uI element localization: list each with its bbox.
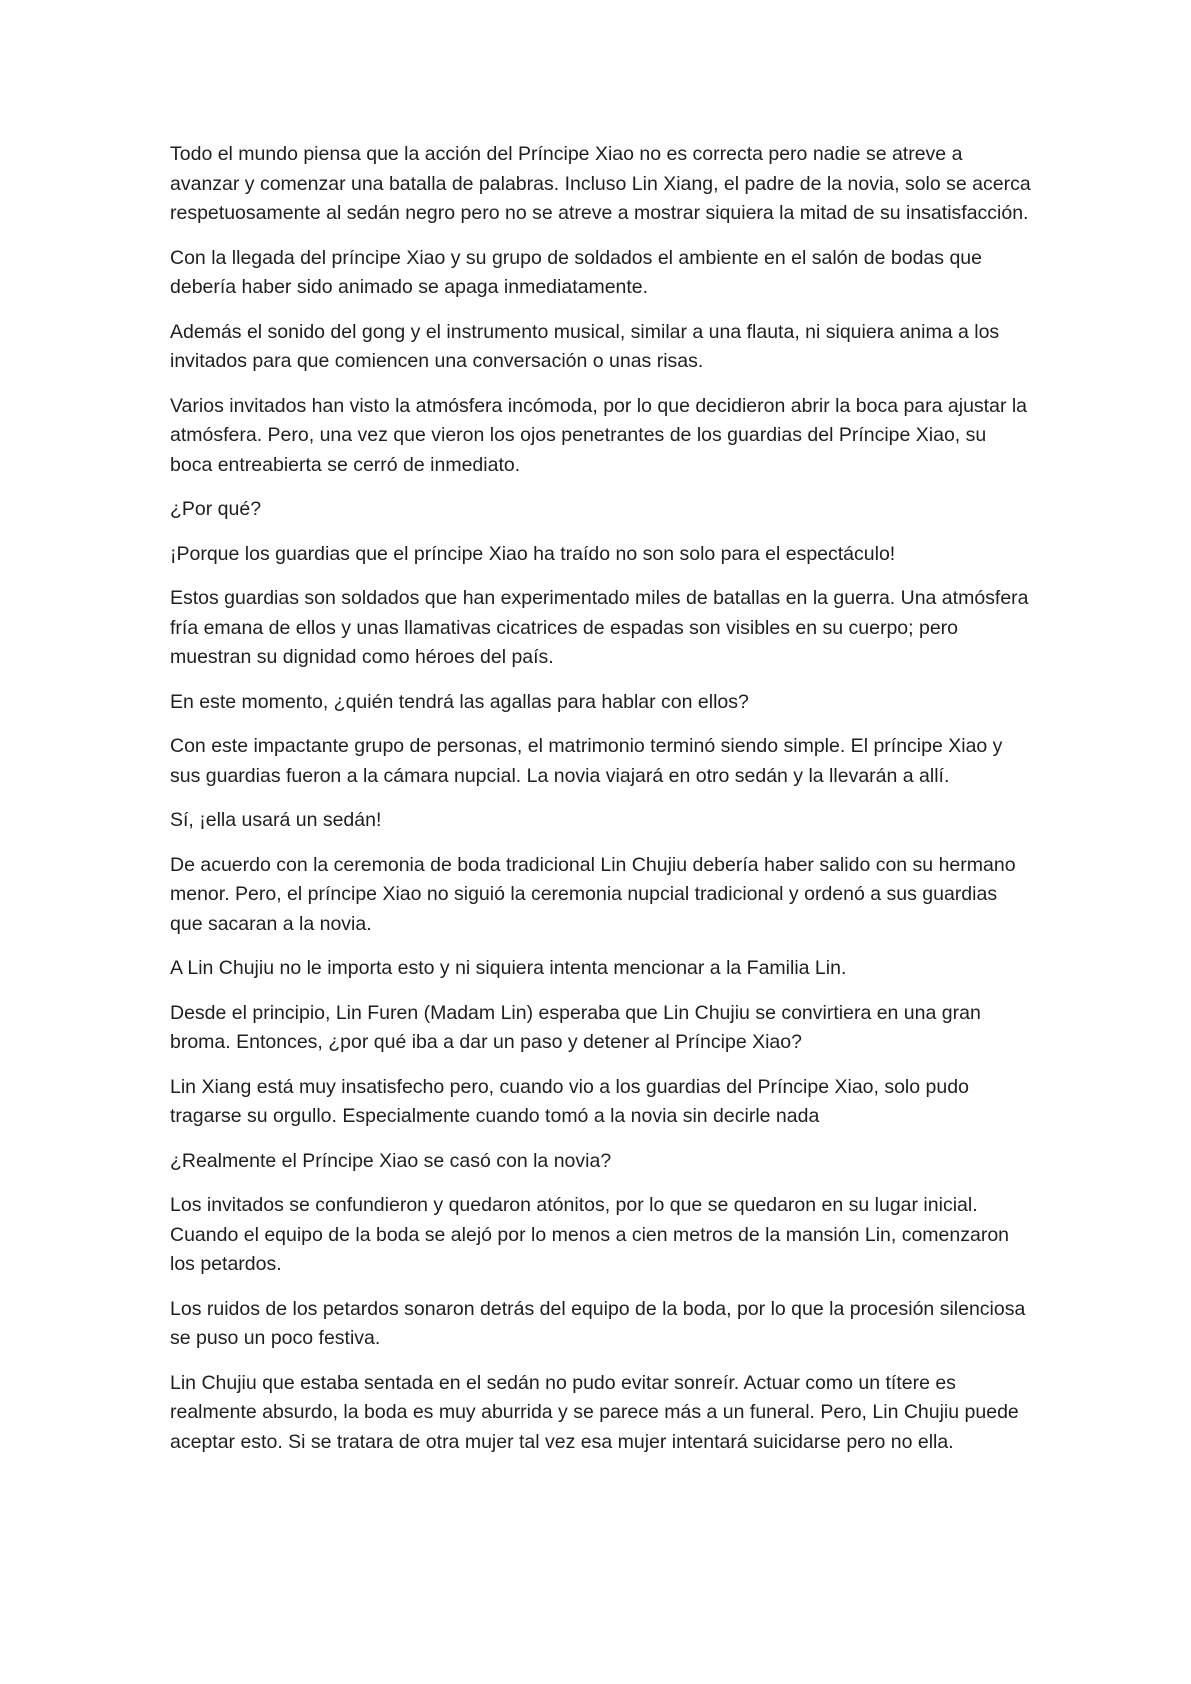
paragraph: Los ruidos de los petardos sonaron detrás del equipo de la boda, por lo que la procesión silenciosa se puso un poco festiva. bbox=[170, 1297, 1026, 1349]
paragraph: Con la llegada del príncipe Xiao y su grupo de soldados el ambiente en el salón de bodas que debería haber sido animado se apaga inmediatamente. bbox=[170, 246, 982, 298]
paragraph: Desde el principio, Lin Furen (Madam Lin) esperaba que Lin Chujiu se convirtiera en una gran broma. Entonces, ¿por qué iba a dar un paso y detener al Príncipe Xiao? bbox=[170, 1001, 981, 1053]
paragraph: Con este impactante grupo de personas, el matrimonio terminó siendo simple. El príncipe Xiao y sus guardias fueron a la cámara nupcial. La novia viajará en otro sedán y la llevarán a allí. bbox=[170, 735, 1003, 787]
paragraph: ¿Por qué? bbox=[170, 498, 262, 520]
paragraph: Lin Chujiu que estaba sentada en el sedán no pudo evitar sonreír. Actuar como un títere es realmente absurdo, la boda es muy aburrida y se parece más a un funeral. Pero, Lin Chujiu puede aceptar esto. Si se tratara de otra mujer tal vez esa mujer intentará suicidarse pero no ella. bbox=[170, 1371, 1019, 1453]
paragraph: ¿Realmente el Príncipe Xiao se casó con la novia? bbox=[170, 1149, 612, 1172]
paragraph: ¡Porque los guardias que el príncipe Xiao ha traído no son solo para el espectáculo! bbox=[170, 542, 896, 565]
paragraph: Sí, ¡ella usará un sedán! bbox=[170, 809, 382, 831]
paragraph: Además el sonido del gong y el instrumento musical, similar a una flauta, ni siquiera anima a los invitados para que comiencen una conversación o unas risas. bbox=[170, 320, 1000, 372]
paragraph: Todo el mundo piensa que la acción del Príncipe Xiao no es correcta pero nadie se atreve a avanzar y comenzar una batalla de palabras. Incluso Lin Xiang, el padre de la novia, solo se acerca respetuosamente al sedán negro pero no se atreve a mostrar siquiera la mitad de su insatisfacción. bbox=[170, 143, 1031, 224]
paragraph: Lin Xiang está muy insatisfecho pero, cuando vio a los guardias del Príncipe Xiao, solo pudo tragarse su orgullo. Especialmente cuando tomó a la novia sin decirle nada bbox=[170, 1075, 969, 1127]
paragraph: Estos guardias son soldados que han experimentado miles de batallas en la guerra. Una atmósfera fría emana de ellos y unas llamativas cicatrices de espadas son visibles en su cuerpo; pero muestran su dignidad como héroes del país. bbox=[170, 587, 1029, 668]
paragraph: A Lin Chujiu no le importa esto y ni siquiera intenta mencionar a la Familia Lin. bbox=[170, 957, 847, 979]
paragraph: Varios invitados han visto la atmósfera incómoda, por lo que decidieron abrir la boca para ajustar la atmósfera. Pero, una vez que vieron los ojos penetrantes de los guardias del Príncipe Xiao, su boca entreabierta se cerró de inmediato. bbox=[170, 394, 1028, 476]
paragraph: De acuerdo con la ceremonia de boda tradicional Lin Chujiu debería haber salido con su hermano menor. Pero, el príncipe Xiao no siguió la ceremonia nupcial tradicional y ordenó a sus guardias que sacaran a la novia. bbox=[170, 853, 1016, 935]
paragraph: Los invitados se confundieron y quedaron atónitos, por lo que se quedaron en su lugar inicial. Cuando el equipo de la boda se alejó por lo menos a cien metros de la mansión Lin, comenzaron los petardos. bbox=[170, 1194, 1010, 1275]
paragraph: En este momento, ¿quién tendrá las agallas para hablar con ellos? bbox=[170, 690, 749, 713]
document-page bbox=[170, 140, 1032, 1472]
